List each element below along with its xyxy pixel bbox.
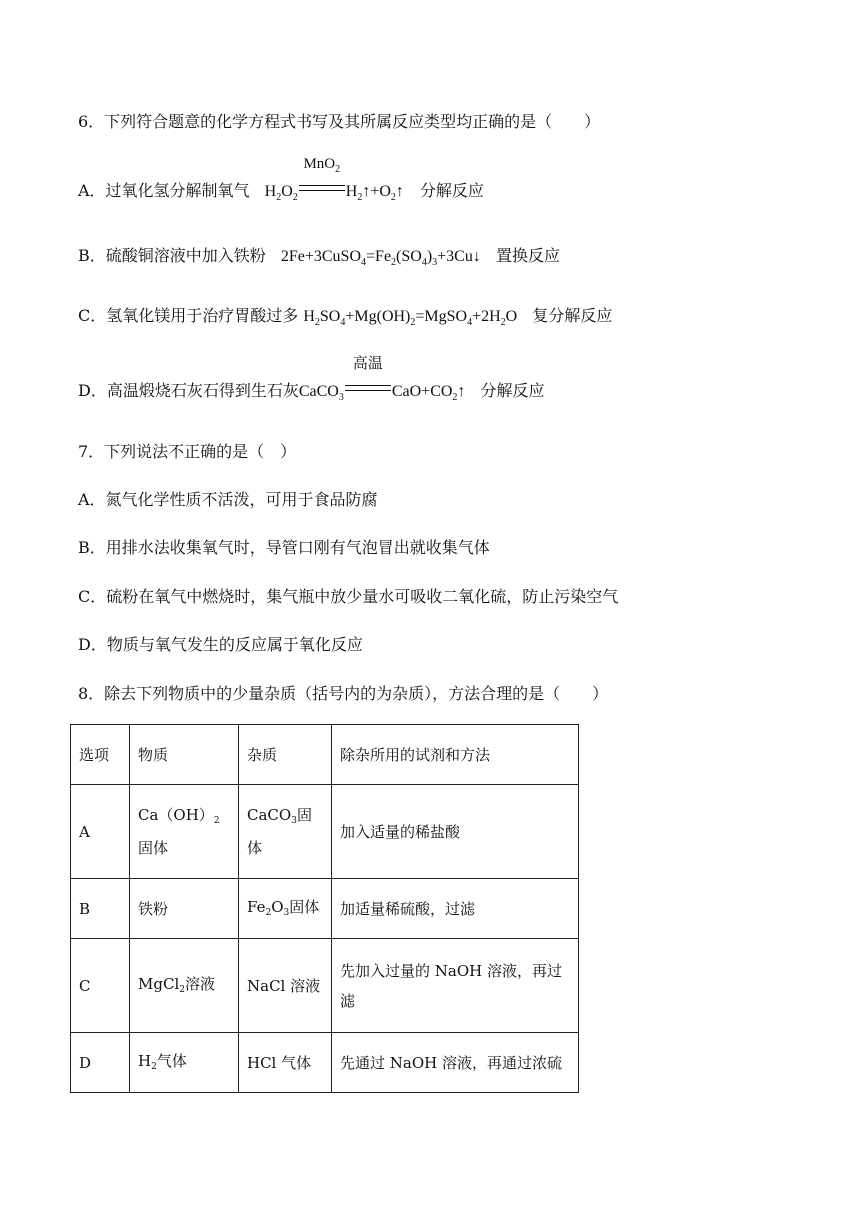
q6-a-equation: $H_2O_2$ MnO$_2$ $H_2↑+O_2↑$ [264,156,408,203]
row-b-impurity: $Fe_2O_3$固体 [239,879,332,939]
q6-b-label: B．硫酸铜溶液中加入铁粉 [78,246,266,265]
q6-d-condition: 高温 [352,356,383,372]
table-row [71,1033,579,1093]
q6-a-condition: MnO$_2$ [303,156,341,175]
q7-option-b: B．用排水法收集氧气时，导管口刚有气泡冒出就收集气体 [78,538,490,557]
q6-option-c [78,306,612,329]
q7-option-c: C．硫粉在氧气中燃烧时，集气瓶中放少量水可吸收二氧化硫，防止污染空气 [78,587,619,606]
table-header-row [71,725,579,785]
q6-a-label: A．过氧化氢分解制氧气 [78,181,250,200]
q6-d-equation: CaCO$_3$ 高温 $CaO+CO_2↑$ [298,356,466,403]
row-b-method: 加适量稀硫酸，过滤 [332,879,579,939]
row-d-method: 先通过 NaOH 溶液，再通过浓硫 [332,1033,579,1093]
q7-option-d: D．物质与氧气发生的反应属于氧化反应 [78,635,363,654]
row-d-substance: $H_2$气体 [130,1033,239,1093]
header-substance: 物质 [130,725,239,785]
question-7-stem: 7．下列说法不正确的是（ ） [78,442,297,461]
row-b-substance: 铁粉 [130,879,239,939]
table-row [71,939,579,1033]
q6-option-a [78,156,484,204]
row-c-option: C [71,939,130,1033]
q6-a-condition-arrow [299,156,345,196]
q6-option-b [78,246,560,269]
row-a-option: A [71,785,130,879]
question-6-stem: 6．下列符合题意的化学方程式书写及其所属反应类型均正确的是（ ） [78,112,601,131]
q6-d-condition-arrow [345,356,391,396]
row-c-impurity: NaCl 溶液 [239,939,332,1033]
q6-c-label: C．氢氧化镁用于治疗胃酸过多 [78,306,299,325]
header-option: 选项 [71,725,130,785]
q6-b-equation: $2Fe+3CuSO_4=Fe_2(SO_4)_3+3Cu↓$ [280,248,481,268]
row-a-impurity: CaCO$_3$固体 [239,785,332,879]
q6-d-label: D．高温煅烧石灰石得到生石灰 [78,381,299,400]
row-a-method: 加入适量的稀盐酸 [332,785,579,879]
row-c-substance: MgCl$_2$溶液 [130,939,239,1033]
table-row [71,879,579,939]
q6-d-type: 分解反应 [480,381,545,400]
q8-options-table [70,724,579,1093]
q7-option-a: A．氮气化学性质不活泼，可用于食品防腐 [78,490,378,509]
q6-c-type: 复分解反应 [532,306,613,325]
header-method: 除杂所用的试剂和方法 [332,725,579,785]
row-a-substance: $Ca(OH)_2$固体 [130,785,239,879]
row-b-option: B [71,879,130,939]
row-c-method: 先加入过量的 NaOH 溶液，再过 滤 [332,939,579,1033]
table-row [71,785,579,879]
q6-c-equation: $H_2SO_4+Mg(OH)_2=MgSO_4+2H_2O$ [303,308,518,328]
q6-option-d [78,356,545,404]
row-d-impurity: HCl 气体 [239,1033,332,1093]
q6-b-type: 置换反应 [495,246,560,265]
q6-a-type: 分解反应 [419,181,484,200]
header-impurity: 杂质 [239,725,332,785]
row-d-option: D [71,1033,130,1093]
question-8-stem: 8．除去下列物质中的少量杂质（括号内的为杂质），方法合理的是（ ） [78,684,609,703]
